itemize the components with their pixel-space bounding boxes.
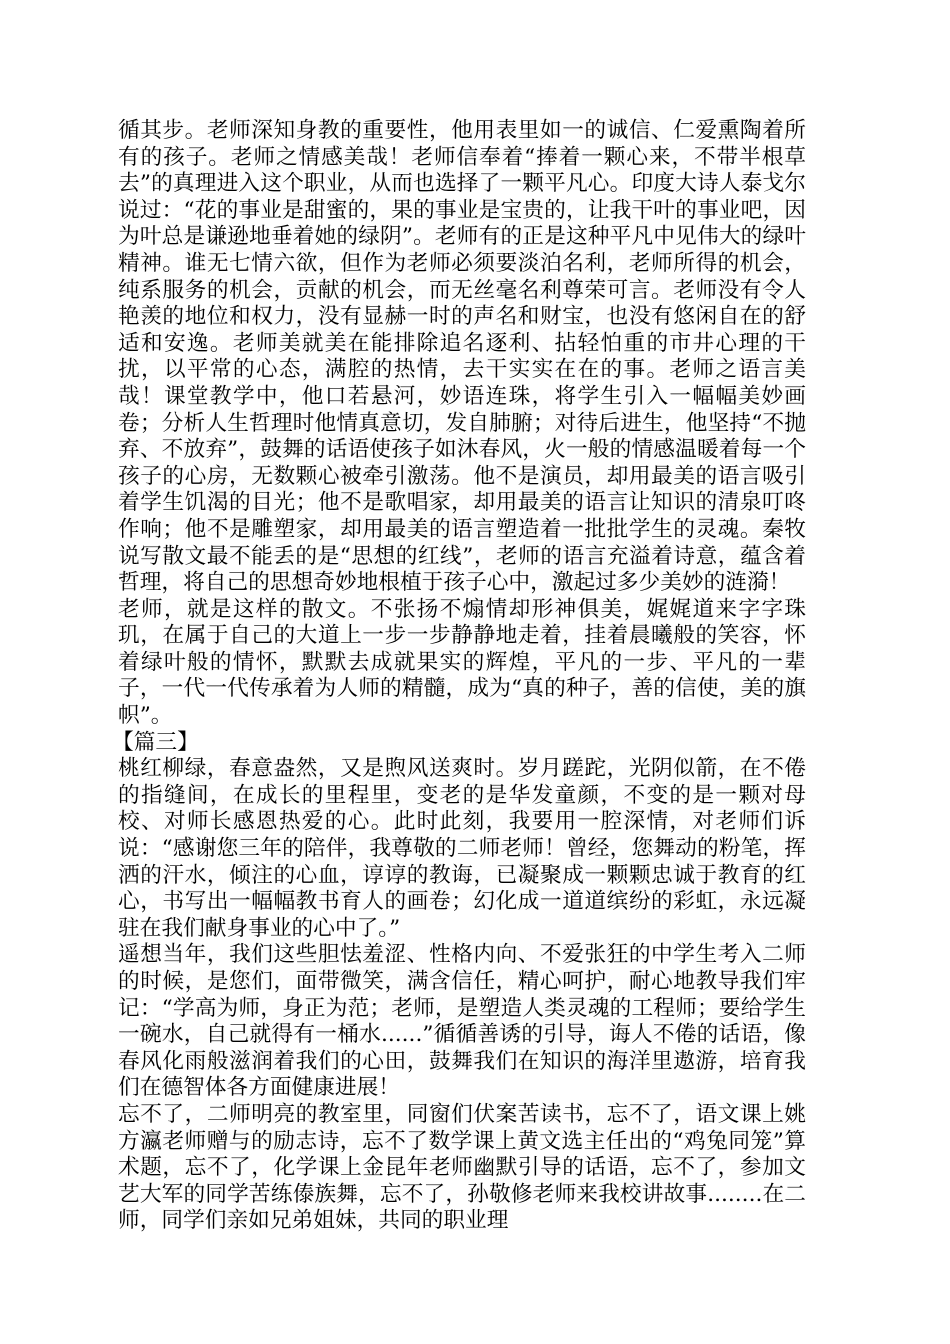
document-page [112,118,806,1235]
body-paragraph: 老师，就是这样的散文。不张扬不煽情却形神俱美，娓娓道来字字珠玑，在属于自己的大道上一步一步静静地走着，挂着晨曦般的笑容，怀着绿叶般的情怀，默默去成就果实的辉煌，平凡的一步、平凡的一辈子，一代一代传承着为人师的精髓，成为“真的种子，善的信使，美的旗帜”。 [118,596,806,729]
body-paragraph: 遥想当年，我们这些胆怯羞涩、性格内向、不爱张狂的中学生考入二师的时候，是您们，面带微笑，满含信任，精心呵护，耐心地教导我们牢记：“学高为师，身正为范；老师，是塑造人类灵魂的工程师；要给学生一碗水，自己就得有一桶水......”循循善诱的引导，诲人不倦的话语，像春风化雨般滋润着我们的心田，鼓舞我们在知识的海洋里遨游，培育我们在德智体各方面健康进展！ [118,942,806,1101]
body-paragraph: 桃红柳绿，春意盎然，又是煦风送爽时。岁月蹉跎，光阴似箭，在不倦的指缝间，在成长的里程里，变老的是华发童颜，不变的是一颗对母校、对师长感恩热爱的心。此时此刻，我要用一腔深情，对老师们诉说：“感谢您三年的陪伴，我尊敬的二师老师！曾经，您舞动的粉笔，挥洒的汗水，倾注的心血，谆谆的教诲，已凝聚成一颗颗忠诚于教育的红心，书写出一幅幅教书育人的画卷；幻化成一道道缤纷的彩虹，永远凝驻在我们献身事业的心中了。” [118,756,806,941]
body-paragraph: 循其步。老师深知身教的重要性，他用表里如一的诚信、仁爱熏陶着所有的孩子。老师之情感美哉！老师信奉着“捧着一颗心来，不带半根草去”的真理进入这个职业，从而也选择了一颗平凡心。印度大诗人泰戈尔说过：“花的事业是甜蜜的，果的事业是宝贵的，让我干叶的事业吧，因为叶总是谦逊地垂着她的绿阴”。老师有的正是这种平凡中见伟大的绿叶精神。谁无七情六欲，但作为老师必须要淡泊名利，老师所得的机会，纯系服务的机会，贡献的机会，而无丝毫名利尊荣可言。老师没有令人艳羡的地位和权力，没有显赫一时的声名和财宝，也没有悠闲自在的舒适和安逸。老师美就美在能排除追名逐利、拈轻怕重的市井心理的干扰，以平常的心态，满腔的热情，去干实实在在的事。老师之语言美哉！课堂教学中，他口若悬河，妙语连珠，将学生引入一幅幅美妙画卷；分析人生哲理时他情真意切，发自肺腑；对待后进生，他坚持“不抛弃、不放弃”，鼓舞的话语使孩子如沐春风，火一般的情感温暖着每一个孩子的心房，无数颗心被牵引激荡。他不是演员，却用最美的语言吸引着学生饥渴的目光；他不是歌唱家，却用最美的语言让知识的清泉叮咚作响；他不是雕塑家，却用最美的语言塑造着一批批学生的灵魂。秦牧说写散文最不能丢的是“思想的红线”，老师的语言充溢着诗意，蕴含着哲理，将自己的思想奇妙地根植于孩子心中，激起过多少美妙的涟漪！ [118,118,806,596]
body-paragraph: 忘不了，二师明亮的教室里，同窗们伏案苦读书，忘不了，语文课上姚方瀛老师赠与的励志诗，忘不了数学课上黄文选主任出的“鸡兔同笼”算术题，忘不了，化学课上金昆年老师幽默引导的话语，忘不了，参加文艺大军的同学苦练傣族舞，忘不了，孙敬修老师来我校讲故事........在二师，同学们亲如兄弟姐妹，共同的职业理 [118,1101,806,1234]
section-heading: 【篇三】 [112,729,199,755]
